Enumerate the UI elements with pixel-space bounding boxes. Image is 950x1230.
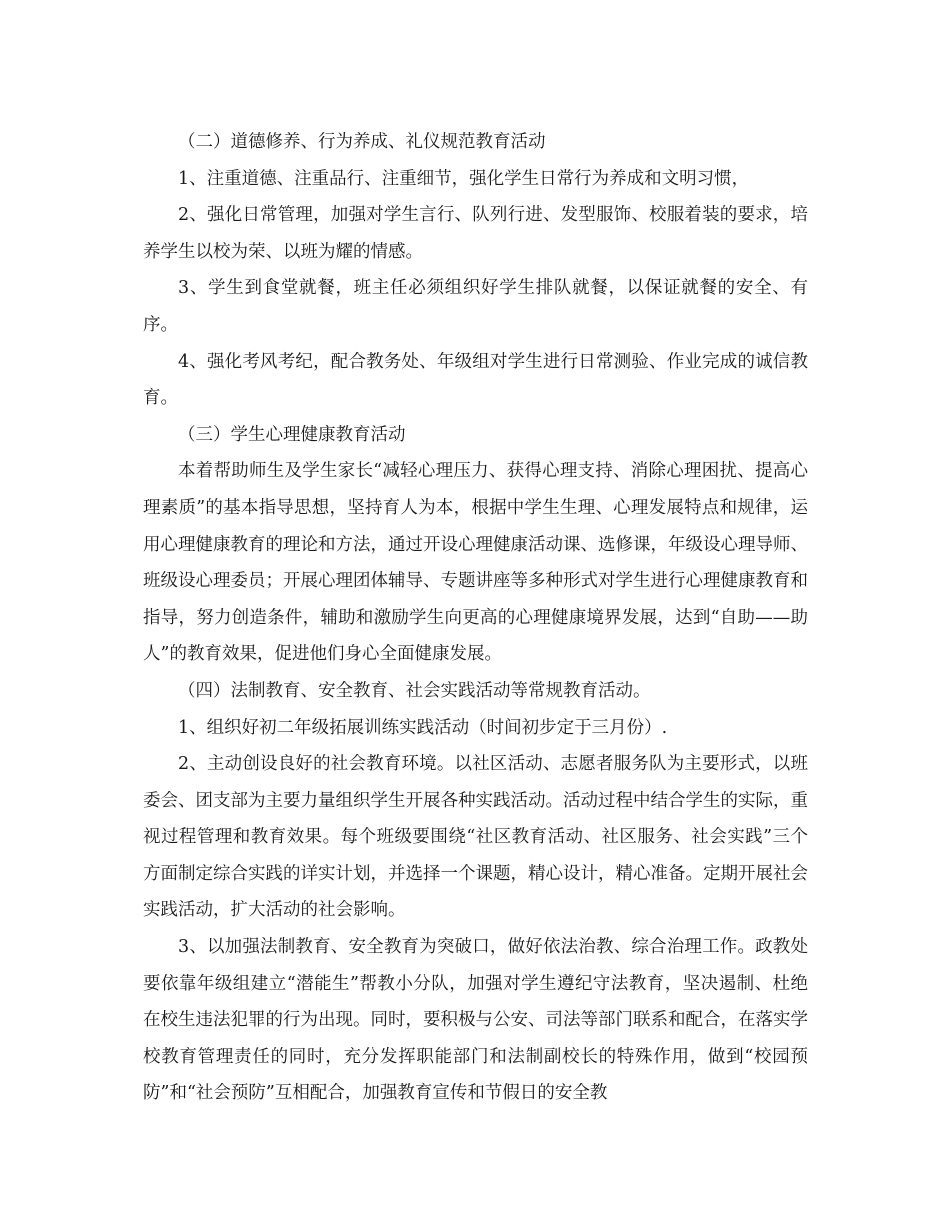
paragraph: 4、强化考风考纪，配合教务处、年级组对学生进行日常测验、作业完成的诚信教育。 <box>143 351 808 409</box>
paragraph: 2、强化日常管理，加强对学生言行、队列行进、发型服饰、校服着装的要求，培养学生以校为荣、以班为耀的情感。 <box>143 205 808 262</box>
paragraph: 3、学生到食堂就餐，班主任必须组织好学生排队就餐，以保证就餐的安全、有序。 <box>143 278 808 335</box>
document-body <box>143 124 808 1112</box>
paragraph: 1、注重道德、注重品行、注重细节，强化学生日常行为养成和文明习惯， <box>178 168 750 189</box>
paragraph: 1、组织好初二年级拓展训练实践活动（时间初步定于三月份）. <box>178 717 668 738</box>
section-heading-2: （二）道德修养、行为养成、礼仪规范教育活动 <box>178 132 546 152</box>
paragraph: 本着帮助师生及学生家长“减轻心理压力、获得心理支持、消除心理困扰、提高心理素质”的基本指导思想，坚持育人为本，根据中学生生理、心理发展特点和规律，运用心理健康教育的理论和方法，通过开设心理健康活动课、选修课，年级设心理导师、班级设心理委员；开展心理团体辅导、专题讲座等多种形式对学生进行心理健康教育和指导，努力创造条件，辅助和激励学生向更高的心理健康境界发展，达到“自助——助人”的教育效果，促进他们身心全面健康发展。 <box>143 461 808 665</box>
section-heading-4: （四）法制教育、安全教育、社会实践活动等常规教育活动。 <box>178 680 651 701</box>
paragraph: 2、主动创设良好的社会教育环境。以社区活动、志愿者服务队为主要形式，以班委会、团支部为主要力量组织学生开展各种实践活动。活动过程中结合学生的实际，重视过程管理和教育效果。每个班级要围绕“社区教育活动、社区服务、社会实践”三个方面制定综合实践的详实计划，并选择一个课题，精心设计，精心准备。定期开展社会实践活动，扩大活动的社会影响。 <box>143 754 808 921</box>
paragraph: 3、以加强法制教育、安全教育为突破口，做好依法治教、综合治理工作。政教处要依靠年级组建立“潜能生”帮教小分队，加强对学生遵纪守法教育，坚决遏制、杜绝在校生违法犯罪的行为出现。同时，要积极与公安、司法等部门联系和配合，在落实学校教育管理责任的同时，充分发挥职能部门和法制副校长的特殊作用，做到“校园预防”和“社会预防”互相配合，加强教育宣传和节假日的安全教 <box>143 937 808 1104</box>
section-heading-3: （三）学生心理健康教育活动 <box>178 424 406 445</box>
